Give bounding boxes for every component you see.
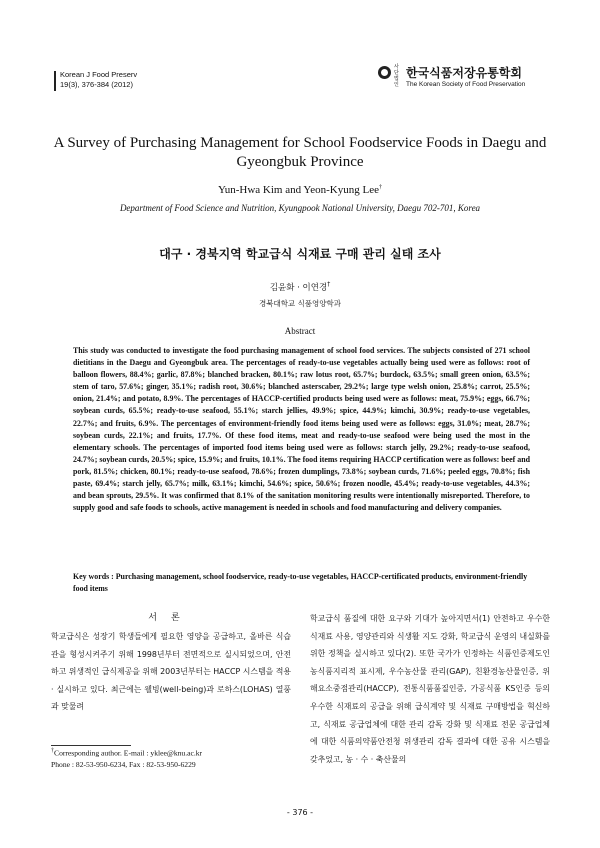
intro-heading: 서론 bbox=[148, 613, 194, 623]
abstract-text: This study was conducted to investigate the food purchasing management of school food services. The subjects consisted of 271 school dietitians in the Daegu and Gyeongbuk area. The percentages of ready-to-use vegetables actually being used were as follows: root of balloon flowers, 88.4%; garlic, 87.8%; blanched bracken, 80.1%; raw lotus root, 65.7%; burdock, 63.5%; small green onion, 63.5%; stem of taro, 57.6%; ginger, 35.1%; radish root, 30.6%; blanched asterscaber, 29.2%; large type welsh onion, 25.8%; carrot, 25.5%; onion, 21.4%; and potato, 8.9%. The percentages of HACCP-certified products being used were as follows: meat, 75.9%; eggs, 66.7%; soybean curds, 65.5%; ready-to-use seafood, 55.1%; starch jellies, 49.9%; spice, 44.9%; kimchi, 30.9%; ready-to-use vegetables, 22.7%; and fruits, 6.9%. The percentages of environment-friendly food items being used were as follows: eggs, 31.0%; meat, 28.7%; soybean curds, 22.1%; and fruits, 17.7%. Of these food items, meat and ready-to-use seafood were being used the most in the elementary schools. The percentages of imported food items being used were as follows: starch jelly, 29.2%; ready-to-use seafood, 24.7%; soybean curds, 20.5%; spice, 15.9%; and fruits, 10.1%. The food items requiring HACCP certification were as follows: beef and pork, 81.5%; chicken, 80.1%; ready-to-use seafood, 78.6%; frozen dumplings, 73.8%; soybean curds, 71.6%; peeled eggs, 70.8%; fish paste, 69.4%; starch jelly, 65.7%; milk, 63.1%; kimchi, 54.6%; spice, 50.6%; frozen noodle, 45.4%; ready-to-use vegetables, 44.3%; and bean sprouts, 29.5%. It was confirmed that 8.1% of the sanitation monitoring results were intentionally misreported. Therefore, to supply good and safe foods to schools, active management is needed in schools and food manufacturing and delivery companies. bbox=[73, 346, 530, 513]
korean-authors bbox=[40, 281, 560, 293]
intro-left-text: 학교급식은 성장기 학생들에게 필요한 영양을 공급하고, 올바른 식습관을 형성시켜주기 위해 1998년부터 전면적으로 실시되었으며, 안전하고 위생적인 급식제공을 위해 2003년부터는 HACCP 시스템을 적용 · 실시하고 있다. 최근에는 웰빙(well-being)과 로하스(LOHAS) 열풍과 맞물려 bbox=[51, 632, 291, 712]
society-logo-icon bbox=[378, 66, 391, 79]
citation-bar bbox=[54, 71, 56, 91]
society-logo-block bbox=[378, 64, 548, 92]
article-authors bbox=[40, 184, 560, 196]
corresponding-mark: † bbox=[379, 184, 382, 191]
article-title: A Survey of Purchasing Management for School Foodservice Foods in Daegu and Gyeongbuk Province bbox=[53, 135, 547, 170]
abstract-heading: Abstract bbox=[284, 326, 316, 336]
footnote-label: Corresponding author. E-mail : bbox=[54, 748, 151, 758]
intro-right-text: 학교급식 품질에 대한 요구와 기대가 높아지면서(1) 안전하고 우수한 식재료 사용, 영양관리와 식생활 지도 강화, 학교급식 운영의 내실화를 위한 정책을 실시하고 있다(2). 또한 국가가 인정하는 식품인증제도인 농식품지리적 표시제, 우수농산물 관리(GAP), 친환경농산물인증, 위해요소중점관리(HACCP), 전통식품품질인증, 가공식품 KS인증 등의 우수한 식재료의 공급을 위해 급식계약 및 식재료 구매방법을 혁신하고, 식재료 공급업체에 대한 관리 감독 강화 및 식재료 전문 공급업체에 대한 식품의약품안전청 위생관리 감독 결과에 대한 공유 시스템을 갖추었고, 농 · 수 · 축산물의 bbox=[310, 614, 550, 764]
korean-author-names: 김윤화 · 이연경 bbox=[269, 283, 328, 293]
intro-left-column bbox=[51, 628, 291, 716]
footnote-corresponding bbox=[51, 746, 301, 759]
footnote-phone: Phone : 82-53-950-6234, Fax : 82-53-950-6229 bbox=[51, 759, 196, 769]
abstract-body bbox=[73, 345, 530, 514]
intro-right-column bbox=[310, 610, 550, 768]
page-number: - 376 - bbox=[286, 808, 314, 817]
journal-volume: 19(3), 376-384 (2012) bbox=[60, 80, 133, 89]
footnote-mark: † bbox=[51, 748, 54, 754]
society-english-name: The Korean Society of Food Preservation bbox=[406, 81, 526, 88]
author-names: Yun-Hwa Kim and Yeon-Kyung Lee bbox=[217, 184, 379, 196]
article-affiliation: Department of Food Science and Nutrition, Kyungpook National University, Daegu 702-701, Korea bbox=[119, 203, 481, 213]
korean-affiliation: 경북대학교 식품영양학과 bbox=[258, 299, 342, 308]
korean-title: 대구 · 경북지역 학교급식 식재료 구매 관리 실태 조사 bbox=[159, 247, 441, 261]
korean-corresponding-mark: † bbox=[327, 281, 331, 289]
footnote-email[interactable]: yklee@knu.ac.kr bbox=[150, 748, 203, 758]
footnote bbox=[51, 746, 301, 770]
journal-citation bbox=[60, 70, 137, 90]
society-type-label: 사단 법인 bbox=[394, 64, 399, 88]
journal-name: Korean J Food Preserv bbox=[60, 70, 138, 79]
society-korean-name: 한국식품저장유통학회 bbox=[406, 66, 522, 80]
keywords: Key words : Purchasing management, school foodservice, ready-to-use vegetables, HACCP-certificated products, environment-friendly food items bbox=[73, 572, 528, 593]
